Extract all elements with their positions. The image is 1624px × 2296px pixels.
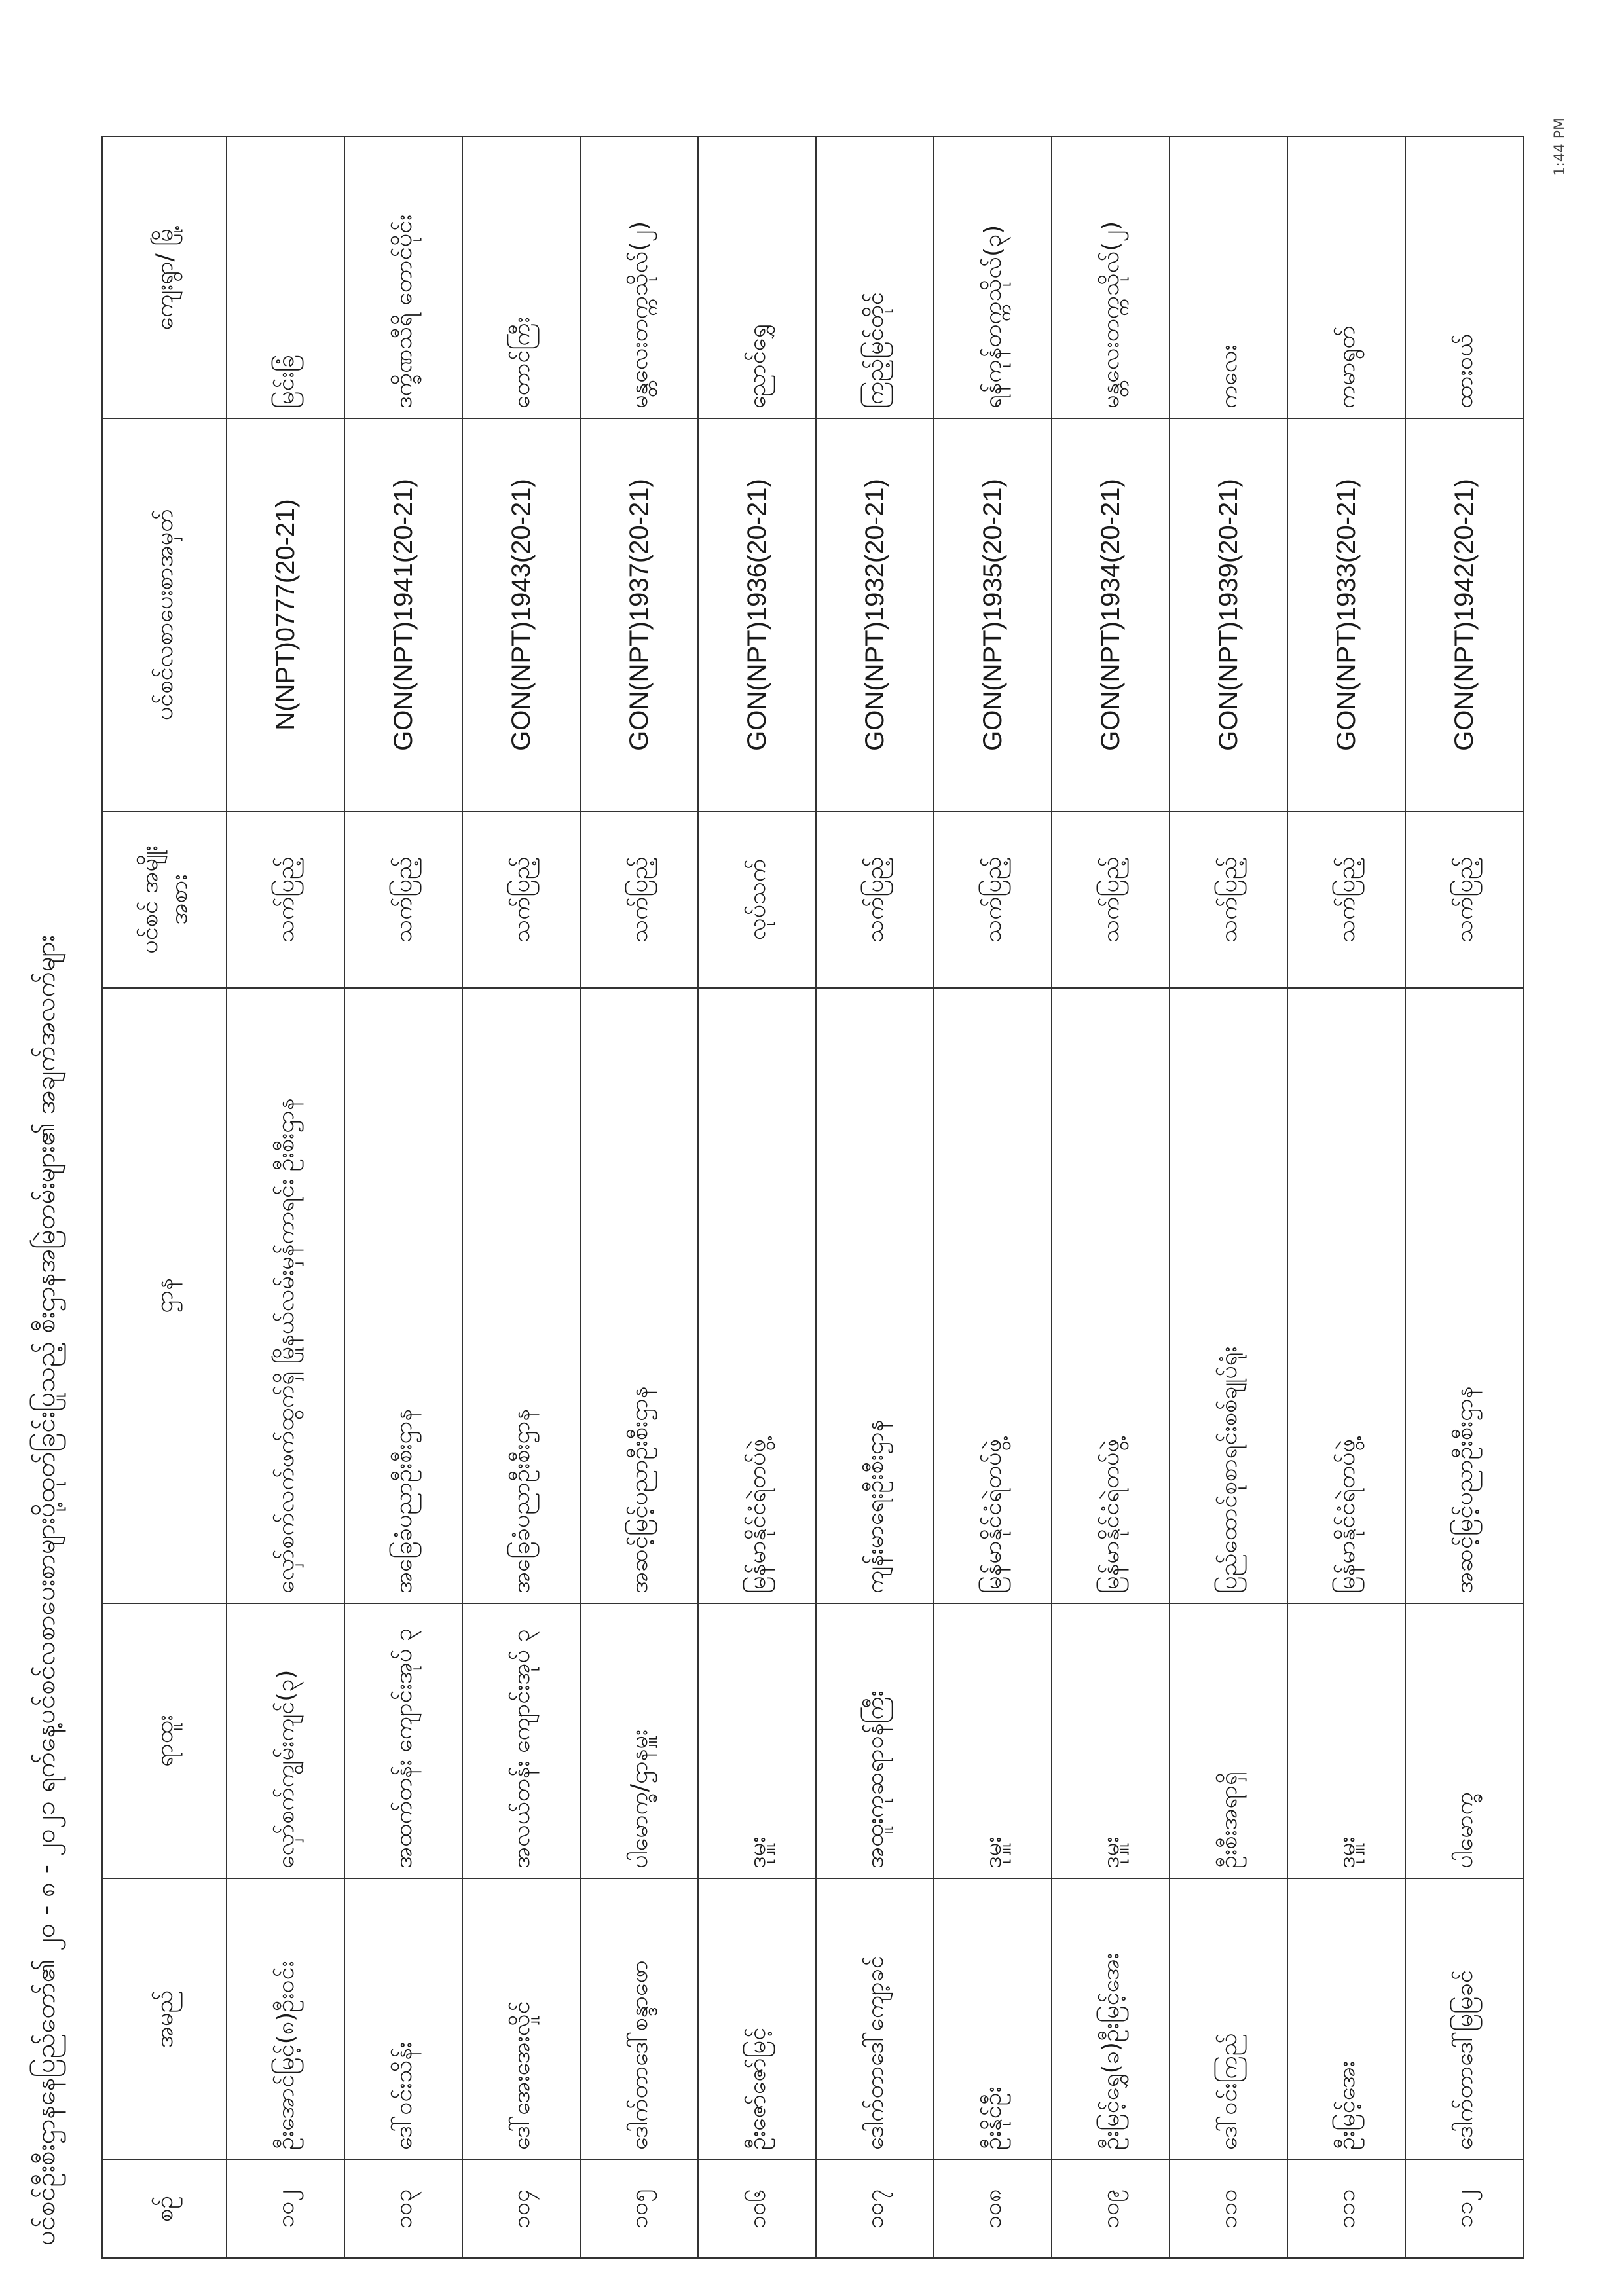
cell-no: ၁၁၀ [1170, 2160, 1287, 2258]
cell-position: ပါမောက္ခ/ဌာနမှူး [580, 1603, 698, 1878]
cell-no: ၁၀၆ [698, 2160, 816, 2258]
cell-position: ပါမောက္ခ [1405, 1603, 1523, 1878]
document-title: ပင်စင်ဦးစီးဌာနနေပြည်တော်၏ ၂၀ - ၈ - ၂၀၂၁ ရက်နေ့ပင်စင်လစာပေးစာများပို့ထုတ်ခြင်းပြုသည့် စီးဌာနအမြဲတမ်းများ၏ အချက်အလက်များ [31, 935, 61, 2246]
cell-position: ဒုမှူး [1287, 1603, 1405, 1878]
cell-name: ဦးနိုင်ဦး [934, 1878, 1052, 2160]
cell-pension-no: GON(NPT)1941(20-21) [344, 418, 462, 811]
cell-position: ဒုမှူး [934, 1603, 1052, 1878]
cell-position: လှော်စက်ကျွမ်းကျင်(၃) [227, 1603, 344, 1878]
table-row [344, 137, 462, 2258]
cell-pension-type: သက်ပြည့် [227, 811, 344, 988]
cell-township: ကြည့်မြင်တိုင် [816, 137, 934, 418]
cell-township: ထားဝယ် [1405, 137, 1523, 418]
cell-no: ၁၀၈ [934, 2160, 1052, 2258]
cell-pension-type: သက်ပြည့် [1405, 811, 1523, 988]
cell-no: ၁၀၅ [580, 2160, 698, 2258]
cell-name: ဒေါ်ဝင်းသိန်း [344, 1878, 462, 2160]
cell-township: ဒက္ခိဏသီရိ တောင်ပိုင်း [344, 137, 462, 418]
cell-department: ပြည်ထောင်စုစာရင်းစစ်ချုပ်ရုံး [1170, 988, 1287, 1603]
cell-position: အထက်တန်း ကျောင်းအုပ် ၃ [344, 1603, 462, 1878]
cell-department: မြန်မာနိုင်ငံရဲတပ်ဖွဲ့ [934, 988, 1052, 1603]
cell-department: အဆင့်မြင့်ပညာဦးစီးဌာန [580, 988, 698, 1603]
cell-name: ဦးမြင့်အေး [1287, 1878, 1405, 2160]
table-row [1052, 137, 1170, 2258]
cell-pension-type: သက်ပြည့် [580, 811, 698, 988]
cell-township: တောင်ကြီး [462, 137, 580, 418]
table-row [1405, 137, 1523, 2258]
table-row [816, 137, 934, 2258]
cell-pension-type: သက်ပြည့် [934, 811, 1052, 988]
cell-department: မြန်မာနိုင်ငံရဲတပ်ဖွဲ့ [1287, 988, 1405, 1603]
cell-position: ဒုမှူး [1052, 1603, 1170, 1878]
table-row [934, 137, 1052, 2258]
cell-no: ၁၀၂ [227, 2160, 344, 2258]
cell-position: ဒုမှူး [698, 1603, 816, 1878]
cell-pension-no: GON(NPT)1943(20-21) [462, 418, 580, 811]
table-body [227, 137, 1523, 2258]
table-row [580, 137, 698, 2258]
cell-position: အလယ်တန်း ကျောင်းအုပ် ၃ [462, 1603, 580, 1878]
header-name: အမည် [102, 1878, 227, 2160]
cell-pension-no: GON(NPT)1934(20-21) [1052, 418, 1170, 811]
cell-pension-type: လုပ်သက် [698, 811, 816, 988]
cell-township: မန္တလေးတက္ကသိုလ်(၂) [580, 137, 698, 418]
cell-department: အဆင့်မြင့်ပညာဦးစီးဌာန [1405, 988, 1523, 1603]
header-no: စဉ် [102, 2160, 227, 2258]
cell-position: ဦးစီးအရာရှိ [1170, 1603, 1287, 1878]
cell-township: မြင်းခြံ [227, 137, 344, 418]
cell-pension-type: သက်ပြည့် [462, 811, 580, 988]
table-row [462, 137, 580, 2258]
cell-department: လှော်စက်လက်ဖက်ထွက်ရှိ မြိုနယ်လမ်းမှန်ကာရင်း ဦးစီးဌာန [227, 988, 344, 1603]
pension-table [101, 136, 1524, 2259]
cell-pension-type: သက်ပြည့် [816, 811, 934, 988]
cell-no: ၁၀၃ [344, 2160, 462, 2258]
cell-no: ၁၀၇ [816, 2160, 934, 2258]
header-pension-no: ပင်စင်လစာပေးစာအမှတ် [102, 418, 227, 811]
cell-name: ဒေါ်အေးအေးလှိုင် [462, 1878, 580, 2160]
scan-timestamp: 1:44 PM [1552, 118, 1568, 176]
cell-pension-no: GON(NPT)1932(20-21) [816, 418, 934, 811]
cell-no: ၁၁၂ [1405, 2160, 1523, 2258]
cell-township: မန္တလေးတက္ကသိုလ်(၂) [1052, 137, 1170, 418]
cell-pension-type: သက်ပြည့် [1287, 811, 1405, 988]
cell-no: ၁၀၉ [1052, 2160, 1170, 2258]
cell-name: ဒေါက်တာဒေါ်ကျော့ခင် [816, 1878, 934, 2160]
document-sheet [10, 111, 1568, 2272]
table-row [1287, 137, 1405, 2258]
table-row [698, 137, 816, 2258]
cell-department: မြန်မာနိုင်ငံရဲတပ်ဖွဲ့ [1052, 988, 1170, 1603]
cell-name: ဒေါ်ဝင်းကြည် [1170, 1878, 1287, 2160]
cell-pension-no: GON(NPT)1936(20-21) [698, 418, 816, 811]
cell-name: ဒေါက်တာဒေါ်မြမြခင် [1405, 1878, 1523, 2160]
header-department: ဌာန [102, 988, 227, 1603]
cell-department: အခြေခံပညာဦးစီးဌာန [344, 988, 462, 1603]
table-row [1170, 137, 1287, 2258]
header-pension-type: ပင်စင် အမျိုးအစား [102, 811, 227, 988]
cell-department: အခြေခံပညာဦးစီးဌာန [462, 988, 580, 1603]
cell-name: ဦးမြင့်ရွှေ(ခ)ဦးမြင့်အေး [1052, 1878, 1170, 2160]
table-header-row [102, 137, 227, 2258]
cell-pension-type: သက်ပြည့် [344, 811, 462, 988]
cell-pension-no: GON(NPT)1935(20-21) [934, 418, 1052, 811]
cell-pension-no: GON(NPT)1939(20-21) [1170, 418, 1287, 811]
cell-township: ညောင်ရွှေ [698, 137, 816, 418]
cell-name: ဦးအောင်မြင့်(၈)ဦးဝင်း [227, 1878, 344, 2160]
cell-no: ၁၁၁ [1287, 2160, 1405, 2258]
cell-pension-type: သက်ပြည့် [1170, 811, 1287, 988]
cell-name: ဦးဇော်ဇော်မြင့် [698, 1878, 816, 2160]
cell-position: အထူးကုဆရာဝန်ကြီး [816, 1603, 934, 1878]
cell-pension-no: N(NPT)0777(20-21) [227, 418, 344, 811]
cell-township: ကလေး [1170, 137, 1287, 418]
cell-no: ၁၀၄ [462, 2160, 580, 2258]
table-row [227, 137, 344, 2258]
cell-pension-no: GON(NPT)1937(20-21) [580, 418, 698, 811]
cell-department: ကျန်းမာရေးဦးစီးဌာန [816, 988, 934, 1603]
header-township: ကျေးရွာ/ မြို့ [102, 137, 227, 418]
cell-department: မြန်မာနိုင်ငံရဲတပ်ဖွဲ့ [698, 988, 816, 1603]
cell-pension-no: GON(NPT)1942(20-21) [1405, 418, 1523, 811]
cell-pension-no: GON(NPT)1933(20-21) [1287, 418, 1405, 811]
header-position: ရာထူး [102, 1603, 227, 1878]
cell-pension-type: သက်ပြည့် [1052, 811, 1170, 988]
cell-township: ရန်ကုန်တက္ကသိုလ်(၃) [934, 137, 1052, 418]
cell-name: ဒေါက်တာဒေါ်စန္ဒာဖော [580, 1878, 698, 2160]
cell-township: ကမာရွတ် [1287, 137, 1405, 418]
